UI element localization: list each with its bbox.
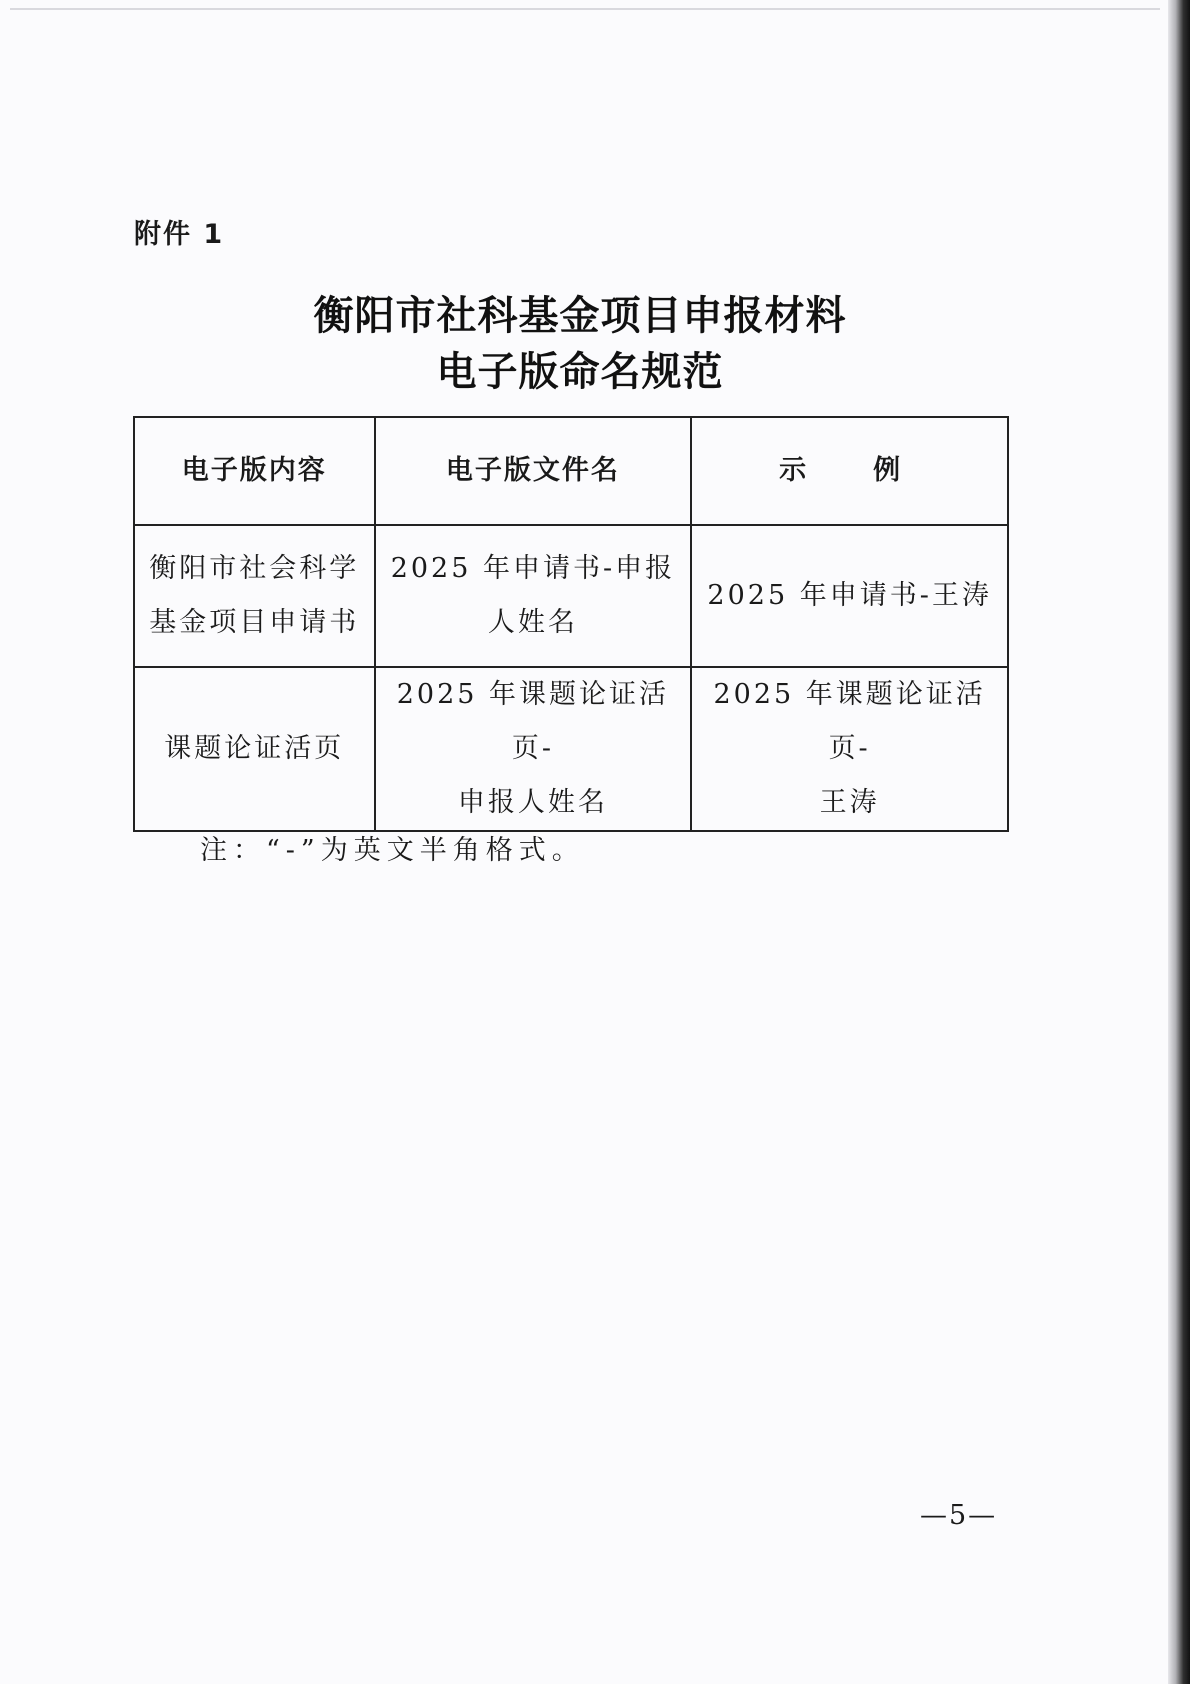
naming-rules-table <box>133 416 1009 832</box>
cell-line: 人姓名 <box>487 607 578 638</box>
cell-line: 2025 年课题论证活页- <box>396 679 670 764</box>
cell-line: 2025 年申请书-王涛 <box>707 580 992 611</box>
table-row <box>134 525 1008 667</box>
cell-filename <box>375 667 692 831</box>
document-title-line-1: 衡阳市社科基金项目申报材料 <box>313 293 847 339</box>
cell-line: 基金项目申请书 <box>149 607 360 638</box>
cell-example <box>691 525 1008 667</box>
table-header-row <box>134 417 1008 525</box>
cell-example <box>691 667 1008 831</box>
attachment-label: 附件 1 <box>134 219 225 250</box>
document-title-line-2: 电子版命名规范 <box>436 349 724 395</box>
cell-line: 2025 年申请书-申报 <box>390 553 676 584</box>
cell-filename <box>375 525 692 667</box>
page-number: —5— <box>920 1500 998 1531</box>
cell-line: 申报人姓名 <box>457 787 608 818</box>
cell-line: 2025 年课题论证活页- <box>713 679 986 764</box>
cell-content <box>134 525 375 667</box>
format-note: 注：“-”为英文半角格式。 <box>200 835 585 866</box>
cell-line: 课题论证活页 <box>164 733 345 764</box>
header-content: 电子版内容 <box>134 417 375 525</box>
cell-line: 衡阳市社会科学 <box>149 553 360 584</box>
scan-edge-shadow <box>1168 0 1190 1684</box>
header-filename: 电子版文件名 <box>375 417 692 525</box>
cell-line: 王涛 <box>819 787 880 818</box>
table-row <box>134 667 1008 831</box>
header-example: 示 例 <box>691 417 1008 525</box>
cell-content <box>134 667 375 831</box>
scan-top-line <box>10 8 1160 10</box>
